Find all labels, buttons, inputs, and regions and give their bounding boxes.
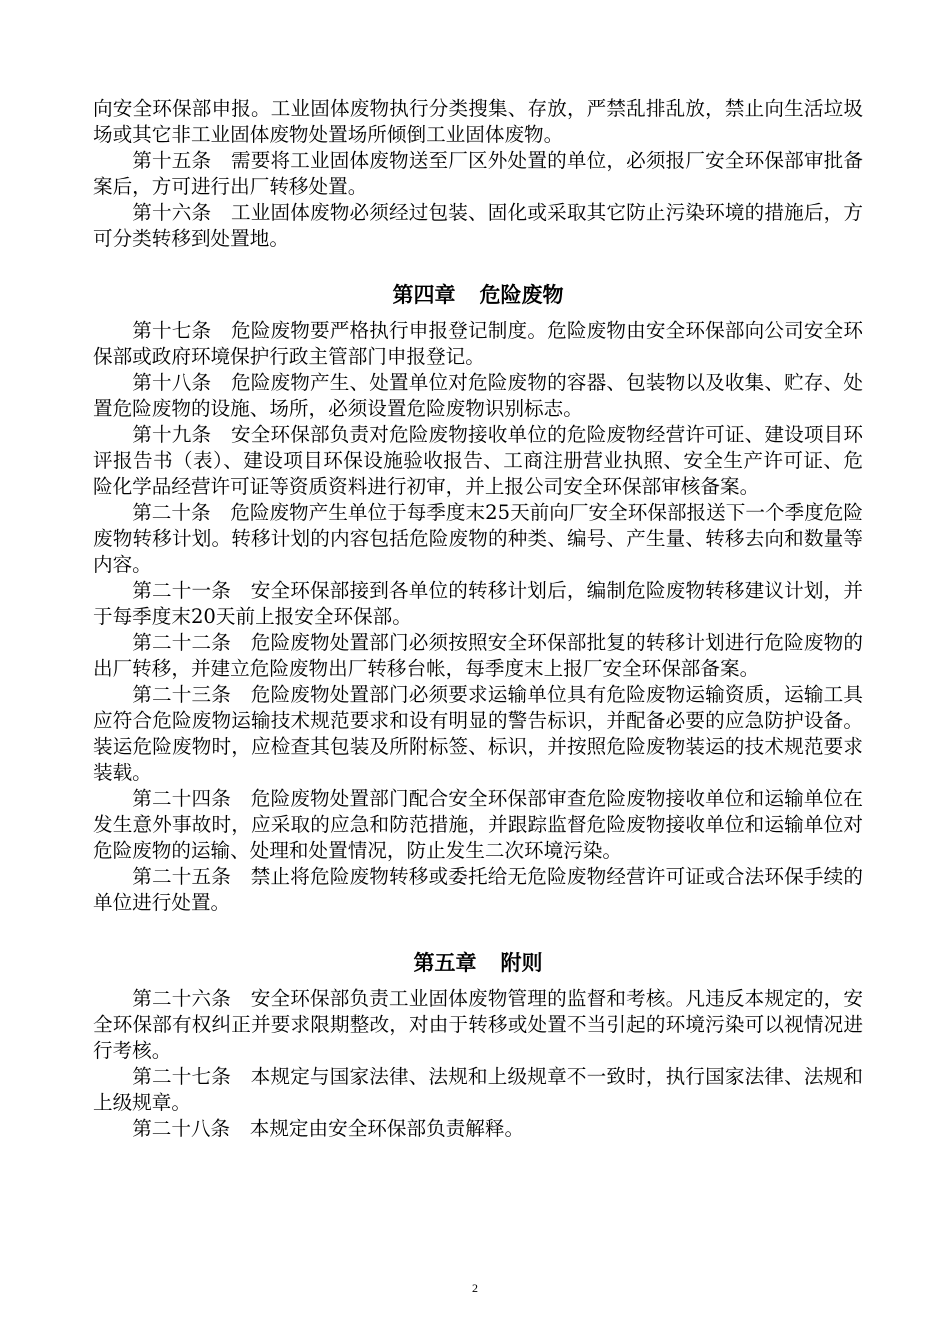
article-text: 危险废物处置部门必须按照安全环保部批复的转移计划进行危险废物的出厂转移，并建立危险废物出厂转移台帐，每季度末上报厂安全环保部备案。: [93, 631, 863, 680]
article-20: [93, 500, 863, 578]
article-label: 第十六条: [132, 201, 212, 224]
article-text: 危险废物处置部门必须要求运输单位具有危险废物运输资质，运输工具应符合危险废物运输技术规范要求和设有明显的警告标识，并配备必要的应急防护设备。装运危险废物时，应检查其包装及所附标签、标识，并按照危险废物装运的技术规范要求装载。: [93, 683, 863, 784]
article-21: [93, 578, 863, 630]
article-label: 第十八条: [132, 371, 212, 394]
article-25: [93, 864, 863, 916]
article-27: [93, 1064, 863, 1116]
page-number: 2: [472, 1281, 478, 1295]
article-22: [93, 630, 863, 682]
article-26: [93, 986, 863, 1064]
article-15: [93, 148, 863, 200]
article-24: [93, 786, 863, 864]
article-label: 第二十条: [132, 501, 211, 524]
article-text: 安全环保部负责对危险废物接收单位的危险废物经营许可证、建设项目环评报告书（表）、建设项目环保设施验收报告、工商注册营业执照、安全生产许可证、危险化学品经营许可证等资质资料进行初审，并上报公司安全环保部审核备案。: [93, 423, 864, 498]
spacer: [93, 252, 863, 280]
chapter-4-heading: [93, 280, 863, 310]
continuation-paragraph: 向安全环保部申报。工业固体废物执行分类搜集、存放，严禁乱排乱放，禁止向生活垃圾场或其它非工业固体废物处置场所倾倒工业固体废物。: [93, 97, 863, 146]
spacer: [93, 978, 863, 986]
article-text: 工业固体废物必须经过包装、固化或采取其它防止污染环境的措施后，方可分类转移到处置地。: [93, 201, 864, 250]
article-label: 第二十八条: [132, 1117, 231, 1140]
article-label: 第二十二条: [132, 631, 231, 654]
article-label: 第二十五条: [132, 865, 231, 888]
article-text: 危险废物要严格执行申报登记制度。危险废物由安全环保部向公司安全环保部或政府环境保护行政主管部门申报登记。: [93, 319, 864, 368]
article-label: 第十七条: [132, 319, 212, 342]
article-16: [93, 200, 863, 252]
article-label: 第二十六条: [132, 987, 231, 1010]
article-23: [93, 682, 863, 786]
article-text: 需要将工业固体废物送至厂区外处置的单位，必须报厂安全环保部审批备案后，方可进行出厂转移处置。: [93, 149, 864, 198]
article-28: [93, 1116, 863, 1142]
article-label: 第二十四条: [132, 787, 231, 810]
article-text: 本规定与国家法律、法规和上级规章不一致时，执行国家法律、法规和上级规章。: [93, 1065, 863, 1114]
chapter-number: 第四章: [392, 283, 456, 307]
article-label: 第十五条: [132, 149, 212, 172]
article-17: [93, 318, 863, 370]
article-label: 第十九条: [132, 423, 212, 446]
chapter-number: 第五章: [413, 951, 477, 975]
article-label: 第二十三条: [132, 683, 231, 706]
article-label: 第二十七条: [132, 1065, 231, 1088]
spacer: [93, 310, 863, 318]
article-text: 本规定由安全环保部负责解释。: [249, 1117, 525, 1140]
spacer: [93, 916, 863, 948]
article-text: 禁止将危险废物转移或委托给无危险废物经营许可证或合法环保手续的单位进行处置。: [93, 865, 863, 914]
article-text: 危险废物产生单位于每季度末25天前向厂安全环保部报送下一个季度危险废物转移计划。转移计划的内容包括危险废物的种类、编号、产生量、转移去向和数量等内容。: [93, 501, 864, 576]
article-19: [93, 422, 863, 500]
article-label: 第二十一条: [132, 579, 231, 602]
chapter-title: 危险废物: [479, 283, 564, 307]
article-18: [93, 370, 863, 422]
chapter-title: 附则: [500, 951, 543, 975]
chapter-5-heading: [93, 948, 863, 978]
article-text: 危险废物产生、处置单位对危险废物的容器、包装物以及收集、贮存、处置危险废物的设施、场所，必须设置危险废物识别标志。: [93, 371, 864, 420]
article-text: 危险废物处置部门配合安全环保部审查危险废物接收单位和运输单位在发生意外事故时，应采取的应急和防范措施，并跟踪监督危险废物接收单位和运输单位对危险废物的运输、处理和处置情况，防止发生二次环境污染。: [93, 787, 863, 862]
article-text: 安全环保部接到各单位的转移计划后，编制危险废物转移建议计划，并于每季度末20天前上报安全环保部。: [93, 579, 863, 628]
article-text: 安全环保部负责工业固体废物管理的监督和考核。凡违反本规定的，安全环保部有权纠正并要求限期整改，对由于转移或处置不当引起的环境污染可以视情况进行考核。: [93, 987, 863, 1062]
document-body: [93, 96, 863, 1142]
